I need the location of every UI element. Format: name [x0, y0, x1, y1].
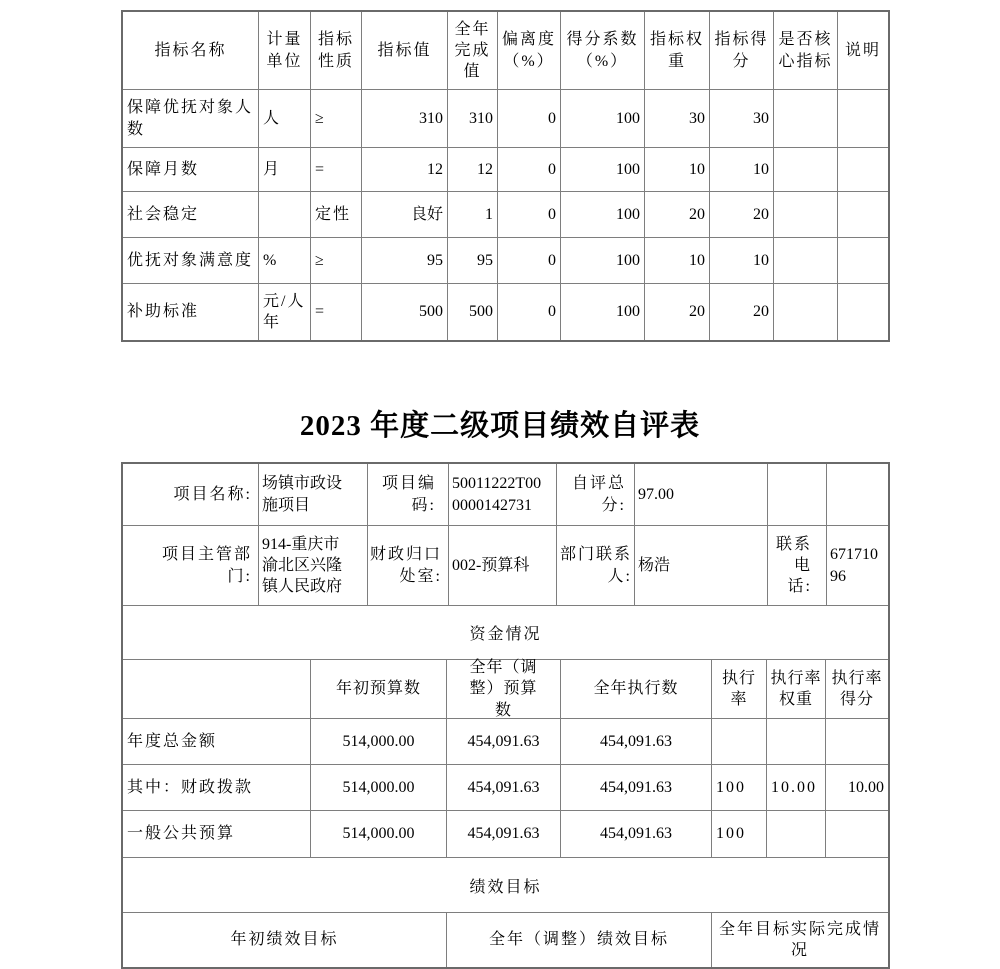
table-cell: 10.00	[767, 765, 826, 811]
table-cell: 100	[561, 238, 645, 284]
table-cell	[826, 719, 888, 765]
table-cell: 0	[498, 192, 561, 238]
table-cell: 514,000.00	[311, 765, 447, 811]
column-header: 全年完成值	[448, 12, 498, 90]
table-cell: 年度总金额	[123, 719, 311, 765]
table-cell: 保障月数	[123, 148, 259, 192]
table-cell: 0	[498, 238, 561, 284]
column-header: 执行率得分	[826, 660, 888, 719]
table-cell: 514,000.00	[311, 719, 447, 765]
table-cell: 914-重庆市渝北区兴隆镇人民政府	[259, 526, 368, 606]
column-header: 全年执行数	[561, 660, 712, 719]
table-cell: 454,091.63	[561, 719, 712, 765]
table-cell: 补助标准	[123, 284, 259, 340]
table-cell: 454,091.63	[561, 811, 712, 858]
table-cell: 项目编码:	[368, 464, 449, 526]
column-header: 是否核心指标	[774, 12, 838, 90]
table-cell: 100	[561, 90, 645, 148]
table-cell: 定性	[311, 192, 362, 238]
table-cell: 月	[259, 148, 311, 192]
column-header: 指标得分	[710, 12, 774, 90]
table-cell: 10	[645, 238, 710, 284]
funding-section-banner: 资金情况	[123, 606, 888, 660]
table-cell	[827, 464, 888, 526]
column-header: 全年（调整）绩效目标	[447, 913, 712, 967]
funding-grid	[123, 660, 888, 858]
table-cell: 20	[710, 192, 774, 238]
table-cell: 10	[710, 148, 774, 192]
table-cell: 良好	[362, 192, 448, 238]
table-cell: 100	[561, 284, 645, 340]
table-cell: 67171096	[827, 526, 888, 606]
column-header: 年初绩效目标	[123, 913, 447, 967]
column-header: 指标性质	[311, 12, 362, 90]
self-eval-table	[121, 462, 890, 969]
table-cell: 0	[498, 148, 561, 192]
column-header: 全年目标实际完成情况	[718, 920, 881, 959]
column-header: 指标值	[362, 12, 448, 90]
table-cell: 项目名称:	[123, 464, 259, 526]
table-cell: 514,000.00	[311, 811, 447, 858]
column-header: 指标名称	[123, 12, 259, 90]
column-header: 指标权重	[645, 12, 710, 90]
table-cell: ≥	[311, 90, 362, 148]
table-cell: 310	[448, 90, 498, 148]
table-cell	[774, 284, 838, 340]
table-cell: 454,091.63	[447, 719, 561, 765]
table-cell: 保障优抚对象人数	[123, 90, 259, 148]
table-cell	[838, 192, 888, 238]
table-cell	[259, 192, 311, 238]
table-cell	[774, 238, 838, 284]
page-title: 2023 年度二级项目绩效自评表	[299, 409, 701, 442]
table-cell: 100	[712, 765, 767, 811]
table-cell: 20	[645, 284, 710, 340]
table-cell: ≥	[311, 238, 362, 284]
table-cell: 454,091.63	[447, 811, 561, 858]
table-cell: 10	[710, 238, 774, 284]
column-header: 全年（调整）预算数	[447, 660, 561, 719]
table-cell: =	[311, 148, 362, 192]
table-cell	[838, 148, 888, 192]
column-header: 执行率权重	[767, 660, 826, 719]
project-info-grid	[123, 464, 888, 606]
table-cell: 20	[645, 192, 710, 238]
table-cell: 优抚对象满意度	[123, 238, 259, 284]
table-cell	[826, 811, 888, 858]
table-cell	[712, 719, 767, 765]
table-cell: 30	[645, 90, 710, 148]
table-cell: 454,091.63	[561, 765, 712, 811]
table-cell: 联系电话:	[768, 526, 827, 606]
indicator-table	[121, 10, 890, 342]
table-cell: 95	[362, 238, 448, 284]
table-cell: 500	[362, 284, 448, 340]
table-cell: 部门联系人:	[557, 526, 635, 606]
table-cell	[774, 148, 838, 192]
column-header: 执行率	[712, 660, 767, 719]
table-cell	[774, 192, 838, 238]
table-cell: 454,091.63	[447, 765, 561, 811]
table-cell: 310	[362, 90, 448, 148]
table-cell	[767, 811, 826, 858]
table-cell: 500	[448, 284, 498, 340]
column-header: 得分系数（%）	[561, 12, 645, 90]
goals-section-banner: 绩效目标	[123, 858, 888, 913]
table-cell: 12	[362, 148, 448, 192]
table-cell: 自评总分:	[557, 464, 635, 526]
table-cell: 100	[561, 192, 645, 238]
table-cell: 95	[448, 238, 498, 284]
table-cell: 10.00	[826, 765, 888, 811]
table-cell: 人	[259, 90, 311, 148]
column-header: 年初预算数	[311, 660, 447, 719]
table-cell: 1	[448, 192, 498, 238]
table-cell: 其中：财政拨款	[123, 765, 311, 811]
table-cell	[838, 238, 888, 284]
table-cell: 一般公共预算	[123, 811, 311, 858]
column-header: 偏离度（%）	[498, 12, 561, 90]
goals-grid	[123, 913, 888, 967]
table-cell: 0	[498, 90, 561, 148]
table-cell	[767, 719, 826, 765]
table-cell: 0	[498, 284, 561, 340]
indicator-table-grid	[123, 12, 888, 340]
table-cell: 100	[712, 811, 767, 858]
table-cell: 50011222T000000142731	[449, 464, 557, 526]
table-cell: 20	[710, 284, 774, 340]
column-header: 说明	[838, 12, 888, 90]
table-cell: 12	[448, 148, 498, 192]
table-cell: 100	[561, 148, 645, 192]
column-header	[123, 660, 311, 719]
table-cell	[838, 90, 888, 148]
table-cell	[768, 464, 827, 526]
column-header: 计量单位	[259, 12, 311, 90]
table-cell: 10	[645, 148, 710, 192]
table-cell: 杨浩	[635, 526, 768, 606]
table-cell: 项目主管部门:	[123, 526, 259, 606]
table-cell: 财政归口处室:	[368, 526, 449, 606]
table-cell: 元/人年	[259, 284, 311, 340]
table-cell	[838, 284, 888, 340]
table-cell: =	[311, 284, 362, 340]
table-cell	[774, 90, 838, 148]
table-cell: %	[259, 238, 311, 284]
table-cell: 002-预算科	[449, 526, 557, 606]
table-cell: 30	[710, 90, 774, 148]
table-cell: 社会稳定	[123, 192, 259, 238]
table-cell: 场镇市政设施项目	[259, 464, 368, 526]
table-cell: 97.00	[635, 464, 768, 526]
